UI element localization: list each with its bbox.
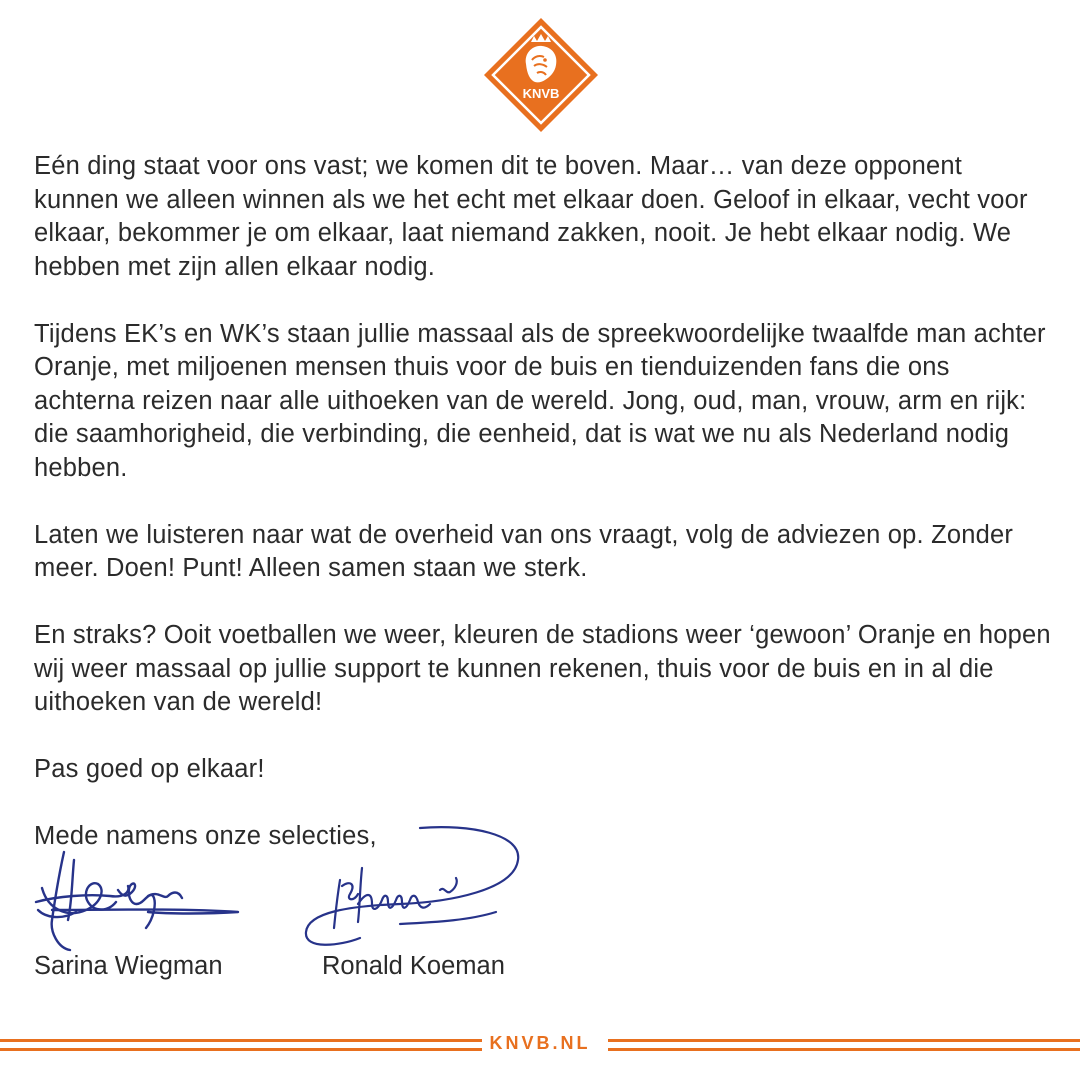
signatory-name: Ronald Koeman — [322, 952, 505, 980]
paragraph: Tijdens EK’s en WK’s staan jullie massaal als de spreekwoordelijke twaalfde man achter Oranje, met miljoenen mensen thuis voor de buis en tienduizenden fans die ons achterna reizen naar alle uithoeken van de wereld. Jong, oud, man, vrouw, arm en rijk: die saamhorigheid, die verbinding, die eenheid, dat is wat we nu als Nederland nodig hebben. — [34, 319, 1046, 482]
signature-koeman — [300, 820, 530, 955]
signatory-name: Sarina Wiegman — [34, 952, 223, 980]
paragraph: Laten we luisteren naar wat de overheid van ons vraagt, volg de adviezen op. Zonder meer. Doen! Punt! Alleen samen staan we sterk. — [34, 520, 1014, 582]
footer-rule-left-bottom — [0, 1048, 482, 1051]
paragraph: Eén ding staat voor ons vast; we komen dit te boven. Maar… van deze opponent kunnen we alleen winnen als we het echt met elkaar doen. Geloof in elkaar, vecht voor elkaar, bekommer je om elkaar, laat niemand zakken, nooit. Je hebt elkaar nodig. We hebben met zijn allen elkaar nodig. — [34, 152, 1028, 281]
knvb-logo — [482, 16, 600, 134]
footer-url[interactable]: KNVB.NL — [489, 1033, 591, 1053]
paragraph: Pas goed op elkaar! — [34, 755, 265, 783]
footer-rule-left-top — [0, 1039, 482, 1042]
logo-text: KNVB — [522, 86, 560, 101]
footer-rule-right-top — [608, 1039, 1080, 1042]
signature-wiegman — [28, 840, 248, 960]
paragraph: En straks? Ooit voetballen we weer, kleuren de stadions weer ‘gewoon’ Oranje en hopen wij weer massaal op jullie support te kunnen rekenen, thuis voor de buis en in al die uithoeken van de wereld! — [34, 621, 1051, 716]
lion-crest-icon — [482, 16, 600, 134]
closing-line: Mede namens onze selecties, — [34, 822, 377, 850]
letter-body — [34, 150, 1054, 887]
footer-rule-right-bottom — [608, 1048, 1080, 1051]
